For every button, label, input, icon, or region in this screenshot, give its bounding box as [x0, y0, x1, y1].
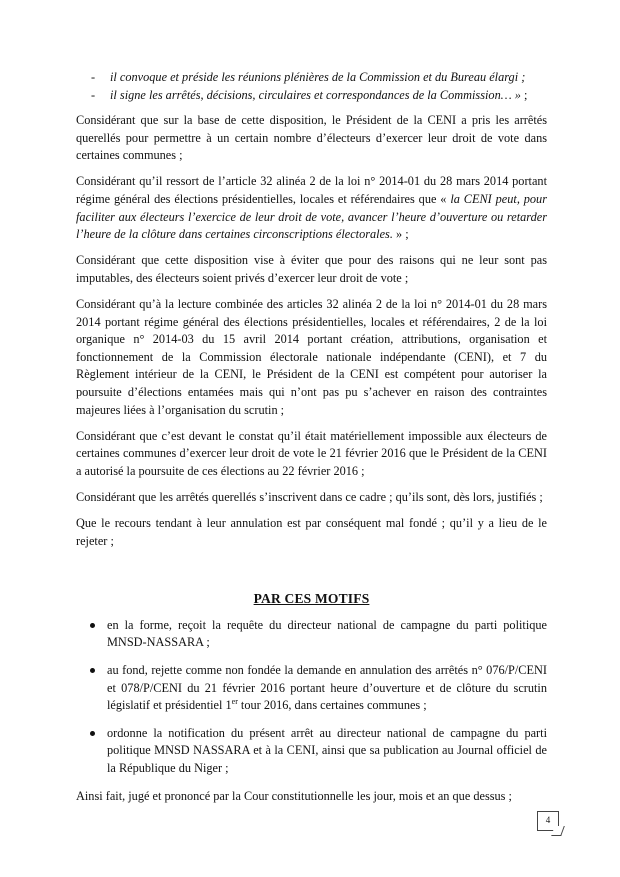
document-page	[76, 69, 547, 814]
paragraph-4: Considérant qu’à la lecture combinée des articles 32 alinéa 2 de la loi n° 2014-01 du 28 mars 2014 portant régime général des élections présidentielles, locales et référendaires, 2 de la loi organique n° 2014-03 du 15 avril 2014 portant création, attributions, organisation et fonctionnement de la Commission électorale nationale indépendante (CENI), et 7 du Règlement intérieur de la CENI, le Président de la CENI est compétent pour autoriser la poursuite d’élections entamées mais qui n’ont pas pu s’achever en raison des contraintes majeures liées à l’organisation du scrutin ;	[76, 297, 547, 417]
dash-list	[76, 69, 547, 104]
ordinal-superscript: er	[231, 697, 238, 707]
bullet-icon	[90, 623, 95, 628]
closing-statement: Ainsi fait, jugé et prononcé par la Cour constitutionnelle les jour, mois et an que dessus ;	[76, 788, 512, 803]
decision-item	[76, 662, 547, 715]
bullet-icon	[90, 731, 95, 736]
paragraph-2-start: Considérant qu’il ressort de l’article 32 alinéa 2 de la loi n° 2014-01 du 28 mars 2014 portant régime général des élections présidentielles, locales et référendaires que «	[76, 174, 547, 207]
dash-item-text: il convoque et préside les réunions plénières de la Commission et du Bureau élargi ;	[110, 70, 526, 84]
decision-item-text: ordonne la notification du présent arrêt au directeur national de campagne du parti politique MNSD NASSARA et à la CENI, ainsi que sa publication au Journal officiel de la République du Niger ;	[107, 725, 547, 775]
paragraph-7: Que le recours tendant à leur annulation est par conséquent mal fondé ; qu’il y a lieu de le rejeter ;	[76, 516, 547, 548]
decision-item-text: au fond, rejette comme non fondée la demande en annulation des arrêtés n° 076/P/CENI et 078/P/CENI du 21 février 2016 portant heure d’ouverture et de clôture du scrutin législatif et présidentiel 1	[107, 663, 547, 713]
section-title: PAR CES MOTIFS	[253, 591, 370, 607]
page-number: 4	[537, 811, 559, 831]
bullet-icon	[90, 668, 95, 673]
dash-item-text: il signe les arrêtés, décisions, circulaires et correspondances de la Commission… »	[110, 87, 521, 102]
paragraph-1: Considérant que sur la base de cette disposition, le Président de la CENI a pris les arrêtés querellés pour permettre à un certain nombre d’électeurs d’exercer leur droit de vote dans certaines communes ;	[76, 113, 547, 163]
dash-item	[76, 69, 547, 87]
dash-item	[76, 87, 547, 105]
paragraph-2-end: » ;	[392, 227, 409, 242]
dash-marker: -	[91, 87, 96, 102]
decision-item-text-end: tour 2016, dans certaines communes ;	[237, 698, 427, 713]
decision-list	[76, 617, 547, 778]
decision-item	[76, 725, 547, 778]
paragraph-6: Considérant que les arrêtés querellés s’inscrivent dans ce cadre ; qu’ils sont, dès lors, justifiés ;	[76, 489, 543, 504]
paragraph-2	[76, 173, 547, 243]
decision-item-text: en la forme, reçoit la requête du directeur national de campagne du parti politique MNSD-NASSARA ;	[107, 617, 547, 650]
paragraph-2-quote: la CENI peut, pour faciliter aux électeurs l’exercice de leur droit de vote, avancer l’heure d’ouverture ou retarder l’heure de la clôture dans certaines circonscriptions électorales.	[76, 192, 547, 242]
decision-item	[76, 617, 547, 652]
paragraph-5: Considérant que c’est devant le constat qu’il était matériellement impossible aux électeurs de certaines communes d’exercer leur droit de vote le 21 février 2016 que le Président de la CENI a autorisé la poursuite de ces élections au 22 février 2016 ;	[76, 428, 547, 478]
paragraph-3: Considérant que cette disposition vise à éviter que pour des raisons qui ne leur sont pas imputables, des électeurs soient privés d’exercer leur droit de vote ;	[76, 253, 547, 285]
dash-marker: -	[91, 70, 96, 84]
dash-item-tail: ;	[520, 87, 528, 102]
